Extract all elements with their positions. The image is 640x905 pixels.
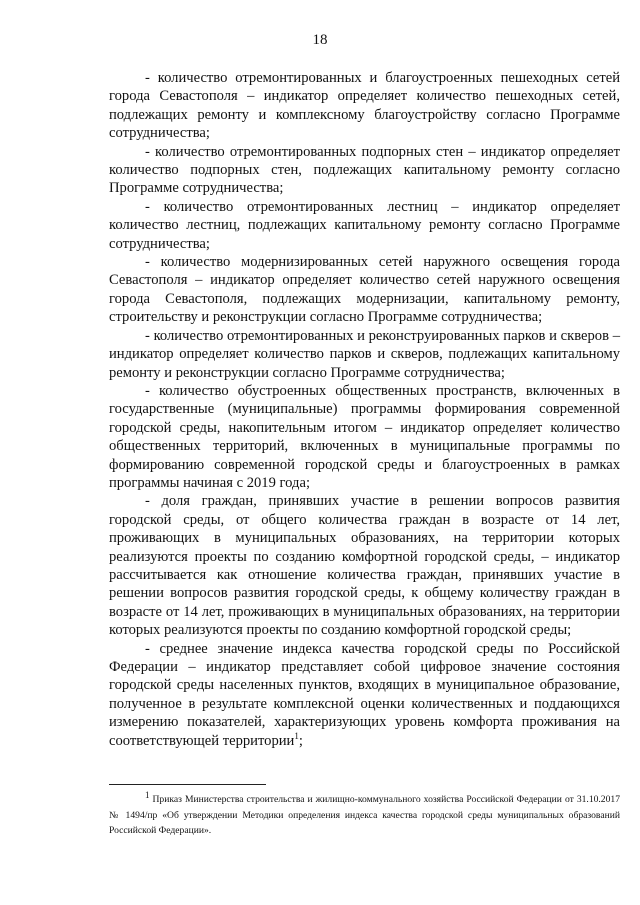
- page-number: 18: [312, 32, 328, 48]
- paragraph-retaining-walls: - количество отремонтированных подпорных стен – индикатор определяет количество подпорных стен, подлежащих капитальному ремонту согласно Программе сотрудничества;: [109, 143, 620, 197]
- paragraph-end-punctuation: ;: [298, 732, 303, 749]
- footnote-marker: 1: [145, 789, 150, 800]
- paragraph-public-spaces: - количество обустроенных общественных пространств, включенных в государственные (муниципальные) программы формирования современной городской среды, накопительным итогом – индикатор определяет количество общественных территорий, включенных в муниципальные программы по формированию современной городской среды и благоустроенных в рамках программы начиная с 2019 года;: [109, 382, 620, 491]
- paragraph-citizen-participation: - доля граждан, принявших участие в решении вопросов развития городской среды, от общего количества граждан в возрасте от 14 лет, проживающих в муниципальных образованиях, на территории которых реализуются проекты по созданию комфортной городской среды, – индикатор рассчитывается как отношение количества граждан, принявших участие в решении вопросов развития городской среды, к общему количеству граждан в возрасте от 14 лет, проживающих в муниципальных образованиях, на территории которых реализуются проекты по созданию комфортной городской среды;: [109, 493, 620, 639]
- footnote-text: Приказ Министерства строительства и жилищно-коммунального хозяйства Российской Федерации от 31.10.2017 № 1494/пр «Об утверждении Методики определения индекса качества городской среды муниципальных образований Российской Федерации».: [109, 794, 620, 836]
- paragraph-stairs: - количество отремонтированных лестниц – индикатор определяет количество лестниц, подлежащих капитальному ремонту согласно Программе сотрудничества;: [109, 198, 620, 252]
- paragraph-pedestrian-networks: - количество отремонтированных и благоустроенных пешеходных сетей города Севастополя – индикатор определяет количество пешеходных сетей, подлежащих ремонту и комплексному благоустройству согласно Программе сотрудничества;: [109, 70, 620, 142]
- footnote-separator: [109, 784, 266, 785]
- paragraph-urban-quality-index: [109, 640, 620, 750]
- footnote-line: [109, 789, 620, 839]
- body-text: [109, 69, 620, 750]
- paragraph-street-lighting: - количество модернизированных сетей наружного освещения города Севастополя – индикатор определяет количество сетей наружного освещения города Севастополя, подлежащих модернизации, капитальному ремонту, строительству и реконструкции согласно Программе сотрудничества;: [109, 254, 620, 326]
- paragraph-parks-squares: - количество отремонтированных и реконструированных парков и скверов – индикатор определяет количество парков и скверов, подлежащих капитальному ремонту и реконструкции согласно Программе сотрудничества;: [109, 327, 620, 381]
- footnote: [109, 789, 620, 839]
- footnote-reference[interactable]: 1: [294, 730, 299, 741]
- paragraph-urban-quality-index-text: - среднее значение индекса качества городской среды по Российской Федерации – индикатор представляет собой цифровое значение состояния городской среды населенных пунктов, входящих в муниципальное образование, полученное в результате комплексной оценки количественных и поддающихся измерению показателей, характеризующих уровень комфорта проживания на соответствующей территории: [109, 640, 620, 749]
